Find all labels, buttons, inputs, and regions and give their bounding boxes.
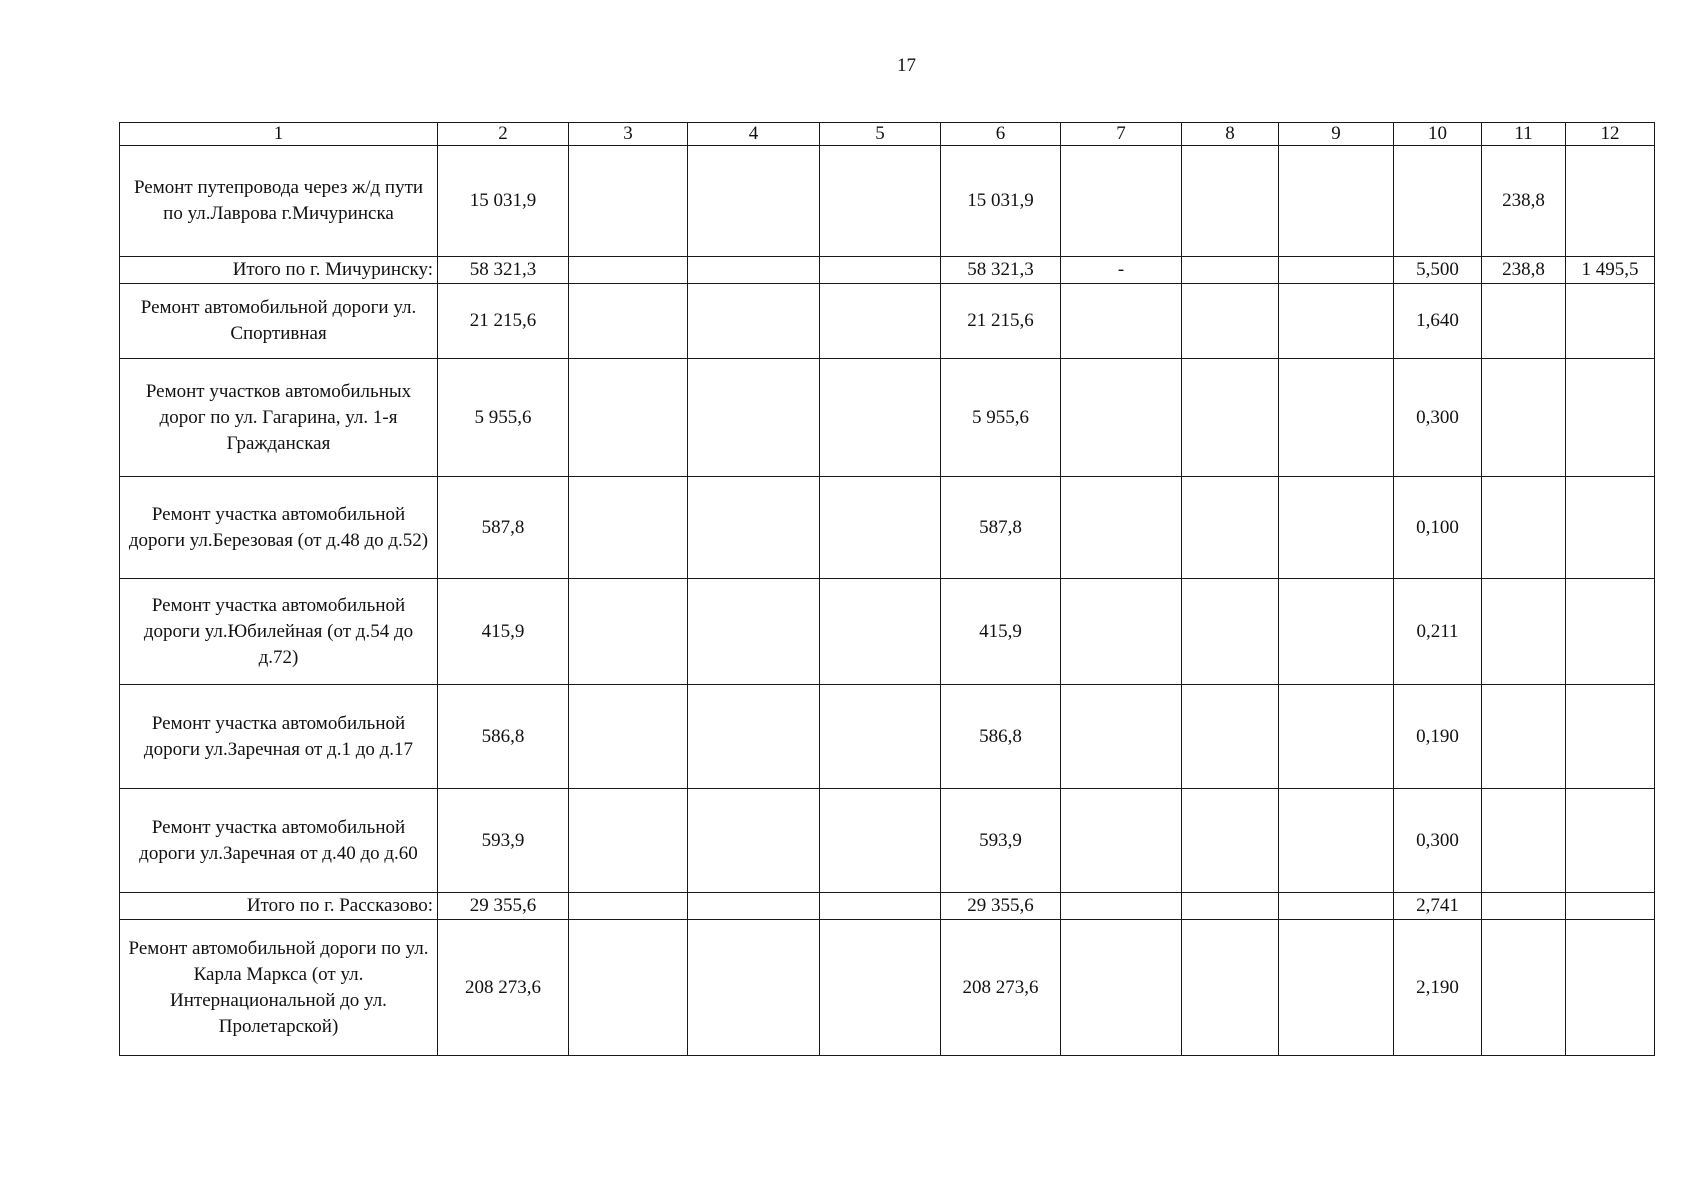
table-cell (1182, 257, 1279, 284)
table-cell: 415,9 (941, 579, 1061, 685)
table-cell (688, 920, 820, 1056)
table-cell (569, 146, 688, 257)
table-cell (820, 893, 941, 920)
row-name-cell: Ремонт участков автомобильных дорог по ул. Гагарина, ул. 1-я Гражданская (120, 359, 438, 477)
table-cell: 2,741 (1394, 893, 1482, 920)
table-cell (1182, 477, 1279, 579)
table-cell (1182, 789, 1279, 893)
table-cell (569, 579, 688, 685)
table-row (120, 359, 1655, 477)
table-cell (820, 579, 941, 685)
table-cell (1279, 257, 1394, 284)
table-cell (1279, 579, 1394, 685)
table-cell (1182, 893, 1279, 920)
table-cell (1482, 789, 1566, 893)
table-cell: 0,300 (1394, 789, 1482, 893)
table-cell (688, 146, 820, 257)
table-cell: 238,8 (1482, 257, 1566, 284)
table-cell: 5 955,6 (941, 359, 1061, 477)
table-cell (688, 284, 820, 359)
table-cell: 0,211 (1394, 579, 1482, 685)
table-cell (569, 477, 688, 579)
table-cell (1566, 789, 1655, 893)
total-label-cell: Итого по г. Рассказово: (120, 893, 438, 920)
table-cell (1482, 685, 1566, 789)
table-cell: 15 031,9 (941, 146, 1061, 257)
header-cell: 5 (820, 123, 941, 146)
table-cell (569, 359, 688, 477)
table-cell (1482, 893, 1566, 920)
table-cell: 0,300 (1394, 359, 1482, 477)
row-name-cell: Ремонт путепровода через ж/д пути по ул.Лаврова г.Мичуринска (120, 146, 438, 257)
table-cell (1182, 685, 1279, 789)
table-cell (1482, 284, 1566, 359)
table-cell: 587,8 (438, 477, 569, 579)
row-name-cell: Ремонт автомобильной дороги по ул. Карла Маркса (от ул. Интернациональной до ул. Пролетарской) (120, 920, 438, 1056)
total-label-cell: Итого по г. Мичуринску: (120, 257, 438, 284)
table-cell: 58 321,3 (438, 257, 569, 284)
table-cell (1182, 284, 1279, 359)
table-cell (1182, 146, 1279, 257)
table-cell: - (1061, 257, 1182, 284)
table-cell (820, 477, 941, 579)
table-cell (688, 257, 820, 284)
table-cell (688, 579, 820, 685)
table-row (120, 477, 1655, 579)
table-cell: 0,190 (1394, 685, 1482, 789)
table-cell (1482, 579, 1566, 685)
table-cell (688, 789, 820, 893)
table-cell (1482, 359, 1566, 477)
table-cell (569, 789, 688, 893)
table-cell (569, 920, 688, 1056)
table-row (120, 146, 1655, 257)
table-cell (1566, 579, 1655, 685)
table-cell (1394, 146, 1482, 257)
table-cell: 5 955,6 (438, 359, 569, 477)
table-cell (1279, 789, 1394, 893)
table-cell (1182, 920, 1279, 1056)
table-cell: 15 031,9 (438, 146, 569, 257)
header-cell: 7 (1061, 123, 1182, 146)
table-cell (1061, 146, 1182, 257)
row-name-cell: Ремонт участка автомобильной дороги ул.Юбилейная (от д.54 до д.72) (120, 579, 438, 685)
header-cell: 8 (1182, 123, 1279, 146)
header-cell: 2 (438, 123, 569, 146)
header-cell: 4 (688, 123, 820, 146)
table-cell (1182, 359, 1279, 477)
table-cell: 5,500 (1394, 257, 1482, 284)
header-cell: 11 (1482, 123, 1566, 146)
table-cell (820, 257, 941, 284)
table-cell (1566, 284, 1655, 359)
table-cell (1061, 920, 1182, 1056)
table-cell: 21 215,6 (438, 284, 569, 359)
page-number: 17 (897, 55, 916, 76)
row-name-cell: Ремонт автомобильной дороги ул. Спортивная (120, 284, 438, 359)
table-cell (1061, 359, 1182, 477)
table-row (120, 685, 1655, 789)
table-cell (1182, 579, 1279, 685)
table-cell: 238,8 (1482, 146, 1566, 257)
table-cell (1279, 359, 1394, 477)
table-cell (1566, 685, 1655, 789)
total-row (120, 893, 1655, 920)
table-cell (820, 789, 941, 893)
table-cell (1061, 284, 1182, 359)
data-table (119, 122, 1655, 1056)
table-cell (1061, 579, 1182, 685)
table-cell (820, 920, 941, 1056)
table-cell (1279, 284, 1394, 359)
header-cell: 1 (120, 123, 438, 146)
header-cell: 10 (1394, 123, 1482, 146)
table-cell: 1 495,5 (1566, 257, 1655, 284)
table-cell: 586,8 (438, 685, 569, 789)
header-cell: 9 (1279, 123, 1394, 146)
table-cell (688, 685, 820, 789)
table-cell (820, 685, 941, 789)
row-name-cell: Ремонт участка автомобильной дороги ул.Заречная от д.1 до д.17 (120, 685, 438, 789)
header-cell: 6 (941, 123, 1061, 146)
table-cell (1279, 893, 1394, 920)
table-cell (1566, 477, 1655, 579)
table-cell: 593,9 (438, 789, 569, 893)
table-cell: 587,8 (941, 477, 1061, 579)
table-cell: 29 355,6 (438, 893, 569, 920)
table-cell (1279, 477, 1394, 579)
row-name-cell: Ремонт участка автомобильной дороги ул.Березовая (от д.48 до д.52) (120, 477, 438, 579)
table-cell: 208 273,6 (941, 920, 1061, 1056)
table-cell: 29 355,6 (941, 893, 1061, 920)
table-cell: 0,100 (1394, 477, 1482, 579)
header-cell: 12 (1566, 123, 1655, 146)
table-cell: 21 215,6 (941, 284, 1061, 359)
table-row (120, 284, 1655, 359)
table-cell (688, 359, 820, 477)
table-cell (569, 284, 688, 359)
table-cell (1566, 893, 1655, 920)
table-cell: 2,190 (1394, 920, 1482, 1056)
table-cell (820, 146, 941, 257)
header-cell: 3 (569, 123, 688, 146)
table-cell (1482, 920, 1566, 1056)
table-cell: 415,9 (438, 579, 569, 685)
table-cell (1279, 146, 1394, 257)
table-cell (1566, 359, 1655, 477)
table-cell (820, 359, 941, 477)
table-cell (1279, 920, 1394, 1056)
table-cell (688, 477, 820, 579)
table-cell (569, 685, 688, 789)
table-cell (1482, 477, 1566, 579)
table-cell (1061, 477, 1182, 579)
table-cell: 58 321,3 (941, 257, 1061, 284)
table-cell (1279, 685, 1394, 789)
table-cell (1566, 146, 1655, 257)
table-cell (1061, 789, 1182, 893)
table-cell: 1,640 (1394, 284, 1482, 359)
table-row (120, 579, 1655, 685)
table-row (120, 789, 1655, 893)
table-cell: 593,9 (941, 789, 1061, 893)
row-name-cell: Ремонт участка автомобильной дороги ул.Заречная от д.40 до д.60 (120, 789, 438, 893)
table-cell (569, 893, 688, 920)
table-cell (688, 893, 820, 920)
table-row (120, 920, 1655, 1056)
table-cell (569, 257, 688, 284)
table-cell (1566, 920, 1655, 1056)
table-cell (820, 284, 941, 359)
table-cell: 208 273,6 (438, 920, 569, 1056)
table-cell: 586,8 (941, 685, 1061, 789)
table-cell (1061, 893, 1182, 920)
total-row (120, 257, 1655, 284)
table-header-row (120, 123, 1655, 146)
table-cell (1061, 685, 1182, 789)
